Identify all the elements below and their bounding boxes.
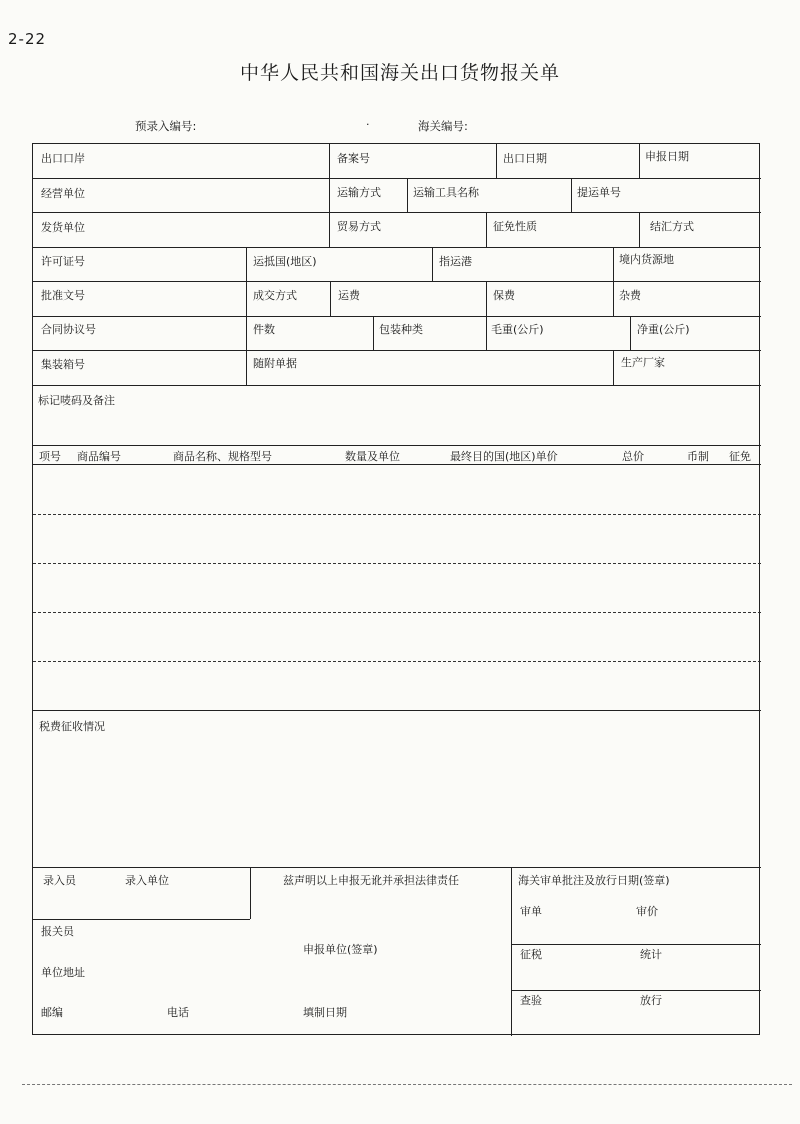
price-review-label: 审价 [636,905,658,918]
manufacturer-label: 生产厂家 [621,356,665,369]
col-levy-exempt: 征免 [729,450,751,463]
col-currency: 币制 [687,450,709,463]
fill-date-label: 填制日期 [303,1006,347,1019]
declaration-statement: 兹声明以上申报无讹并承担法律责任 [283,874,459,887]
col-product-code: 商品编号 [77,450,121,463]
settlement-mode-label: 结汇方式 [650,220,694,233]
pre-entry-number-label: 预录入编号: [135,119,197,133]
marks-remarks-label: 标记唛码及备注 [38,394,115,407]
declaration-form [32,143,760,1035]
postcode-label: 邮编 [41,1006,63,1019]
unit-address-label: 单位地址 [41,966,85,979]
col-product-name: 商品名称、规格型号 [173,450,272,463]
declarant-label: 报关员 [41,925,74,938]
page-number: 2-22 [8,30,47,48]
arrival-country-label: 运抵国(地区) [253,255,317,268]
release-label: 放行 [640,994,662,1007]
customs-number-label: 海关编号: [418,119,468,133]
contract-number-label: 合同协议号 [41,323,96,336]
col-item-number: 项号 [39,450,61,463]
freight-label: 运费 [338,289,360,302]
transport-tool-label: 运输工具名称 [413,186,479,199]
customs-approval-label: 海关审单批注及放行日期(签章) [518,874,670,887]
phone-label: 电话 [167,1006,189,1019]
statistics-label: 统计 [640,948,662,961]
consignor-label: 发货单位 [41,221,85,234]
entry-unit-label: 录入单位 [125,874,169,887]
net-weight-label: 净重(公斤) [637,323,690,336]
package-type-label: 包装种类 [379,323,423,336]
approval-number-label: 批准文号 [41,289,85,302]
declaring-unit-label: 申报单位(签章) [303,943,378,956]
gross-weight-label: 毛重(公斤) [491,323,544,336]
col-quantity-unit: 数量及单位 [345,450,400,463]
export-port-label: 出口口岸 [41,152,85,165]
record-number-label: 备案号 [337,152,370,165]
insurance-label: 保费 [493,289,515,302]
separator-dot: · [366,118,370,131]
col-total-price: 总价 [622,450,644,463]
bill-number-label: 提运单号 [577,186,621,199]
doc-review-label: 审单 [520,905,542,918]
transport-mode-label: 运输方式 [337,186,381,199]
destination-port-label: 指运港 [439,255,472,268]
entry-clerk-label: 录入员 [43,874,76,887]
inspection-label: 查验 [520,994,542,1007]
packages-label: 件数 [253,323,275,336]
trade-mode-label: 贸易方式 [337,220,381,233]
domestic-source-label: 境内货源地 [619,253,674,266]
license-number-label: 许可证号 [41,255,85,268]
declare-date-label: 申报日期 [645,150,689,163]
levy-nature-label: 征免性质 [493,220,537,233]
export-date-label: 出口日期 [503,152,547,165]
attached-docs-label: 随附单据 [253,357,297,370]
levy-label: 征税 [520,948,542,961]
business-unit-label: 经营单位 [41,187,85,200]
col-dest-country-price: 最终目的国(地区)单价 [450,450,558,463]
form-title: 中华人民共和国海关出口货物报关单 [239,62,560,84]
bottom-divider [22,1084,792,1085]
misc-fee-label: 杂费 [619,289,641,302]
tax-collection-label: 税费征收情况 [39,720,105,733]
transaction-mode-label: 成交方式 [253,289,297,302]
container-number-label: 集装箱号 [41,358,85,371]
